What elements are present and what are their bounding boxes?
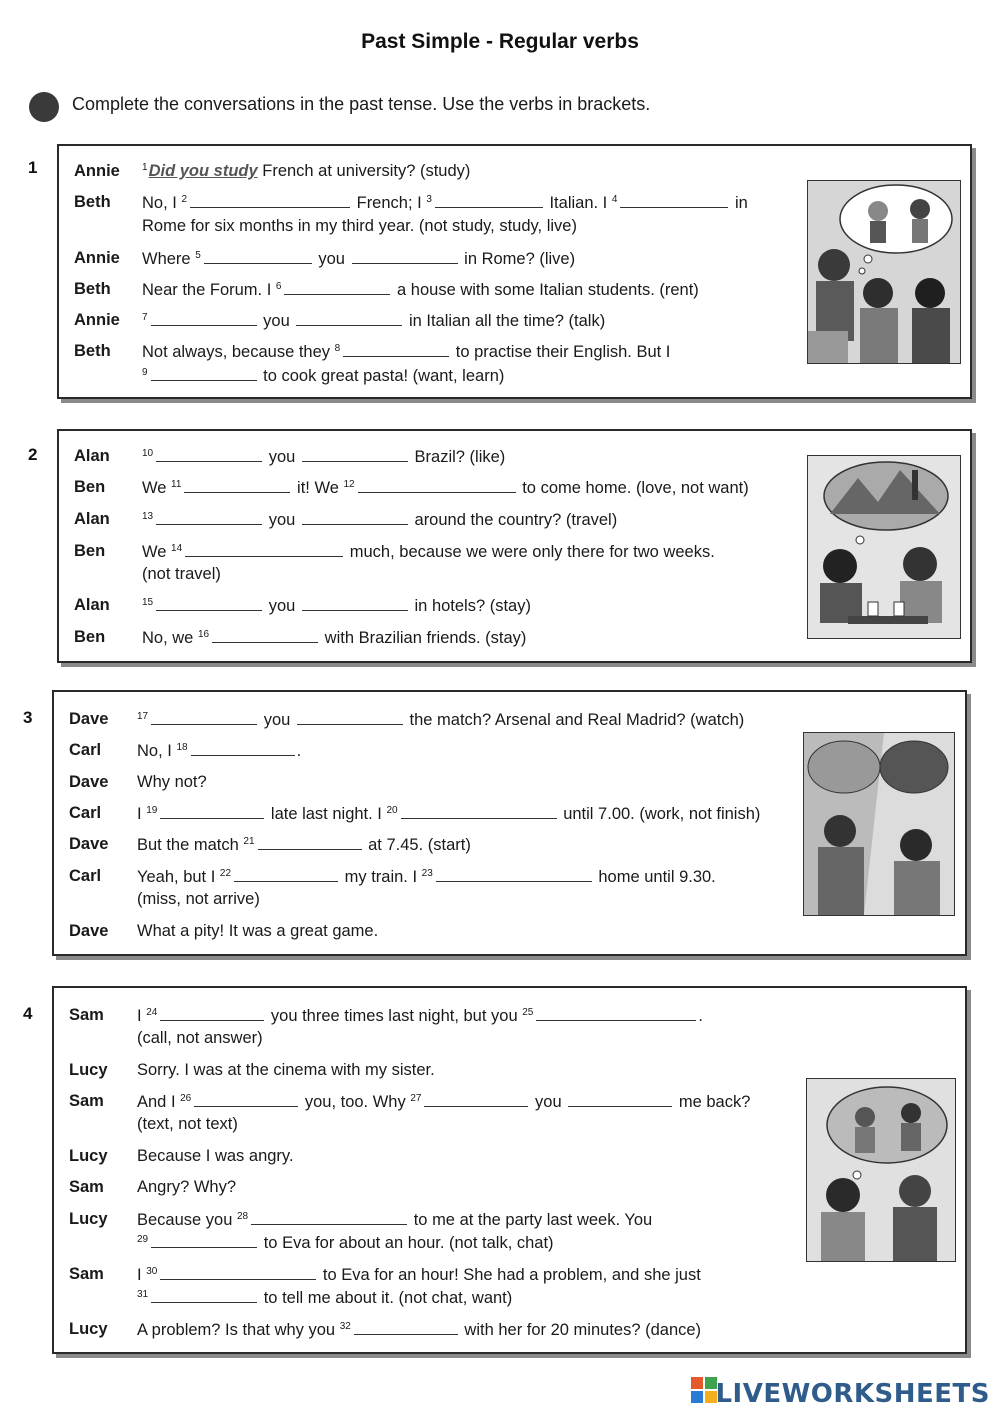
speaker: Ben [74,542,106,560]
line-5: But the match $^{21}$ at 7.45. (start) [137,836,471,854]
speaker: Lucy [69,1147,108,1165]
speaker: Lucy [69,1061,108,1079]
answer-blank-8[interactable] [343,342,449,357]
answer-blank-17a[interactable] [151,710,257,725]
exercise-3-box [52,690,967,956]
answer-blank-16[interactable] [212,628,318,643]
line-1b: (call, not answer) [137,1029,263,1047]
speaker: Dave [69,835,109,853]
exercise-2-box [57,429,972,663]
speaker: Sam [69,1006,104,1024]
answer-blank-11[interactable] [184,478,290,493]
answer-blank-24[interactable] [160,1006,264,1021]
line-1: $^1$Did you study French at university? (study) [142,162,471,180]
speaker: Lucy [69,1320,108,1338]
answer-blank-18[interactable] [191,741,295,756]
line-3: Why not? [137,773,207,791]
line-2: Sorry. I was at the cinema with my sister. [137,1061,435,1079]
bullet-icon [29,92,59,122]
answer-blank-10a[interactable] [156,447,262,462]
exercise-number-3: 3 [23,708,33,727]
line-8: A problem? Is that why you $^{32}$ with her for 20 minutes? (dance) [137,1321,702,1339]
page-title: Past Simple - Regular verbs [361,30,639,53]
line-6: Because you $^{28}$ to me at the party last week. You [137,1211,653,1229]
line-5: $^7$ you in Italian all the time? (talk) [142,312,606,330]
answer-blank-19[interactable] [160,804,264,819]
line-1: $^{17}$ you the match? Arsenal and Real Madrid? (watch) [137,711,745,729]
speaker: Dave [69,922,109,940]
illustration-phone-call [803,732,955,916]
line-6b: $^9$ to cook great pasta! (want, learn) [142,367,505,385]
speaker: Ben [74,478,106,496]
line-1: $^{10}$ you Brazil? (like) [142,448,506,466]
line-6b: (miss, not arrive) [137,890,260,908]
line-2: We $^{11}$ it! We $^{12}$ to come home. (love, not want) [142,479,749,497]
instruction: Complete the conversations in the past tense. Use the verbs in brackets. [72,94,651,114]
answer-blank-15b[interactable] [302,596,408,611]
answer-blank-14[interactable] [185,542,343,557]
illustration-couple [806,1078,956,1262]
answer-blank-29[interactable] [151,1233,257,1248]
speaker: Annie [74,311,120,329]
line-6: Not always, because they $^8$ to practise their English. But I [142,343,671,361]
answer-blank-13a[interactable] [156,510,262,525]
answer-blank-4[interactable] [620,193,728,208]
answer-blank-23[interactable] [436,867,592,882]
speaker: Sam [69,1265,104,1283]
answer-blank-7a[interactable] [151,311,257,326]
exercise-4-box [52,986,967,1354]
line-6: No, we $^{16}$ with Brazilian friends. (stay) [142,629,527,647]
line-4: We $^{14}$ much, because we were only there for two weeks. [142,543,715,561]
speaker: Lucy [69,1210,108,1228]
speaker: Alan [74,510,110,528]
speaker: Carl [69,867,102,885]
answer-blank-7b[interactable] [296,311,402,326]
line-1: I $^{24}$ you three times last night, but you $^{25}$ . [137,1007,703,1025]
brand-wordmark: LIVEWORKSHEETS [715,1379,990,1409]
answer-blank-2[interactable] [190,193,350,208]
line-7b: $^{31}$ to tell me about it. (not chat, want) [137,1289,513,1307]
answer-blank-22[interactable] [234,867,338,882]
answer-blank-10b[interactable] [302,447,408,462]
illustration-cafe [807,455,961,639]
line-4: Near the Forum. I $^6$ a house with some Italian students. (rent) [142,281,699,299]
illustration-students [807,180,961,364]
line-5: Angry? Why? [137,1178,237,1196]
answer-blank-20[interactable] [401,804,557,819]
answer-blank-21[interactable] [258,835,362,850]
exercise-number-4: 4 [23,1004,33,1023]
line-3: Where $^5$ you in Rome? (live) [142,250,576,268]
line-2: No, I $^{18}$ . [137,742,302,760]
speaker: Dave [69,710,109,728]
answer-blank-28[interactable] [251,1210,407,1225]
speaker: Alan [74,447,110,465]
answer-blank-15a[interactable] [156,596,262,611]
answer-blank-12[interactable] [358,478,516,493]
answer-blank-13b[interactable] [302,510,408,525]
speaker: Beth [74,193,111,211]
answer-blank-26[interactable] [194,1092,298,1107]
liveworksheets-logo-icon [691,1377,717,1403]
line-3: And I $^{26}$ you, too. Why $^{27}$ you me back? [137,1093,751,1111]
speaker: Beth [74,280,111,298]
exercise-number-1: 1 [28,158,38,177]
answer-blank-31[interactable] [151,1288,257,1303]
line-4: Because I was angry. [137,1147,294,1165]
line-2: No, I $^2$ French; I $^3$ Italian. I $^4$ in [142,194,748,212]
speaker: Beth [74,342,111,360]
answer-blank-5a[interactable] [204,249,312,264]
speaker: Alan [74,596,110,614]
line-3: $^{13}$ you around the country? (travel) [142,511,618,529]
answer-blank-30[interactable] [160,1265,316,1280]
line-5: $^{15}$ you in hotels? (stay) [142,597,531,615]
line-4b: (not travel) [142,565,221,583]
line-7: I $^{30}$ to Eva for an hour! She had a problem, and she just [137,1266,701,1284]
answer-blank-3[interactable] [435,193,543,208]
speaker: Sam [69,1178,104,1196]
answer-blank-6[interactable] [284,280,390,295]
answer-blank-32[interactable] [354,1320,458,1335]
line-2b: Rome for six months in my third year. (not study, study, live) [142,217,577,235]
answer-blank-5b[interactable] [352,249,458,264]
answer-blank-9[interactable] [151,366,257,381]
line-6b: $^{29}$ to Eva for about an hour. (not talk, chat) [137,1234,554,1252]
line-6: Yeah, but I $^{22}$ my train. I $^{23}$ home until 9.30. [137,868,716,886]
speaker: Annie [74,249,120,267]
line-3b: (text, not text) [137,1115,238,1133]
speaker: Sam [69,1092,104,1110]
line-7: What a pity! It was a great game. [137,922,379,940]
answer-blank-17b[interactable] [297,710,403,725]
speaker: Dave [69,773,109,791]
exercise-1-box [57,144,972,399]
speaker: Ben [74,628,106,646]
answer-blank-25[interactable] [536,1006,696,1021]
example-answer: Did you study [148,162,258,180]
speaker: Carl [69,804,102,822]
line-4: I $^{19}$ late last night. I $^{20}$ until 7.00. (work, not finish) [137,805,761,823]
answer-blank-27a[interactable] [424,1092,528,1107]
speaker: Annie [74,162,120,180]
speaker: Carl [69,741,102,759]
exercise-number-2: 2 [28,445,38,464]
answer-blank-27b[interactable] [568,1092,672,1107]
